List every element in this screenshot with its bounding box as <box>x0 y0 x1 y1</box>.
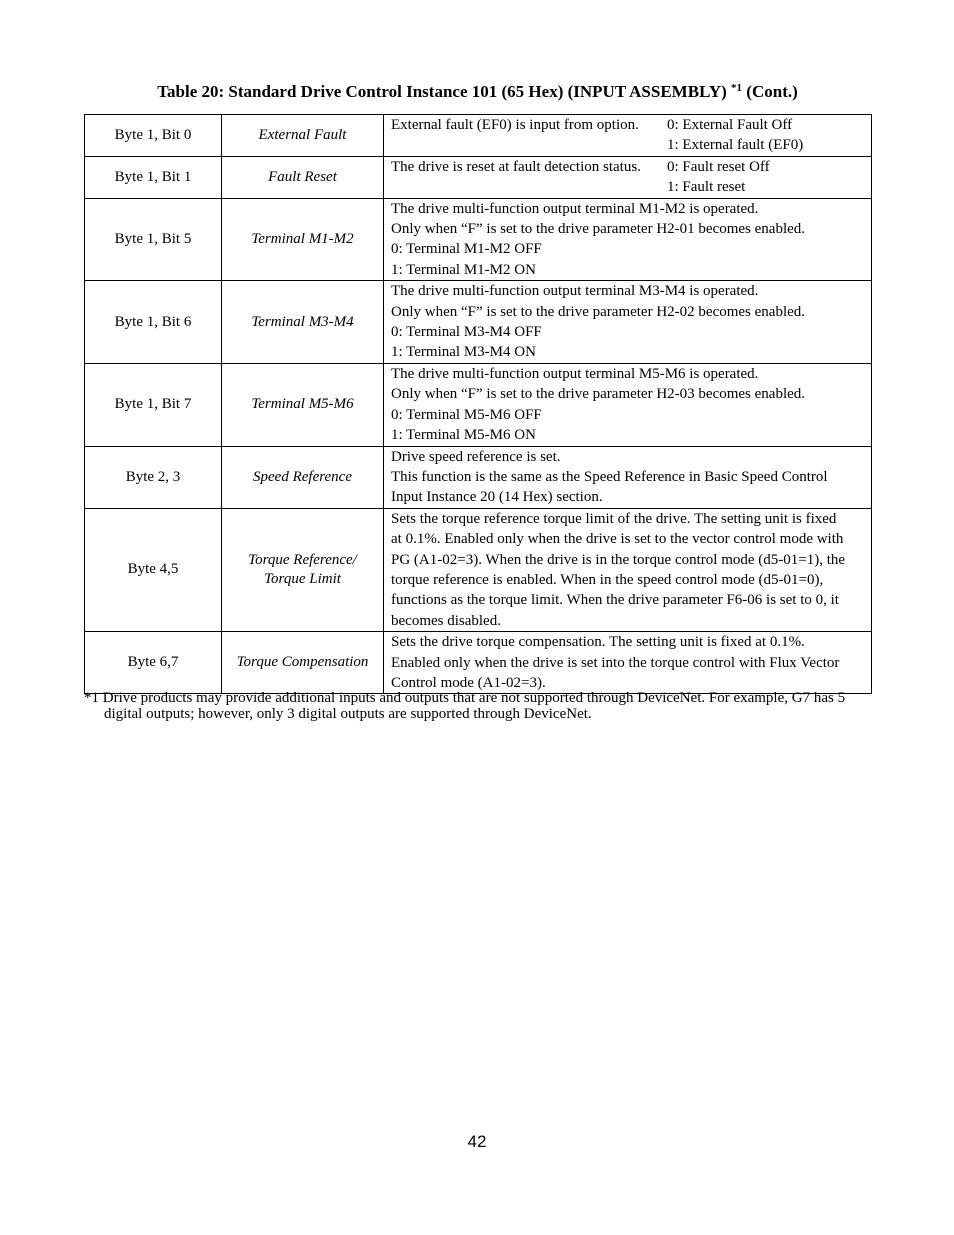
table-title <box>84 81 871 103</box>
function-name-cell: Torque Compensation <box>222 632 384 694</box>
description-text: The drive is reset at fault detection status. <box>391 158 641 175</box>
byte-cell: Byte 1, Bit 7 <box>85 363 222 446</box>
byte-cell: Byte 1, Bit 0 <box>85 115 222 157</box>
description-line: at 0.1%. Enabled only when the drive is set to the vector control mode with <box>391 531 844 548</box>
description-line: Sets the drive torque compensation. The setting unit is fixed at 0.1%. <box>391 634 805 651</box>
description-cell <box>384 156 872 198</box>
table-row <box>85 446 872 508</box>
description-line: Drive speed reference is set. <box>391 448 561 465</box>
description-line: Only when “F” is set to the drive parameter H2-02 becomes enabled. <box>391 303 806 320</box>
description-cell <box>384 446 872 508</box>
description-line: 0: Terminal M5-M6 OFF <box>391 406 542 423</box>
description-line: 1: Terminal M5-M6 ON <box>391 427 536 444</box>
description-cell <box>384 508 872 631</box>
description-line: 1: Terminal M3-M4 ON <box>391 344 536 361</box>
input-assembly-table <box>84 114 872 694</box>
option-1: 1: External fault (EF0) <box>667 137 804 154</box>
description-line: becomes disabled. <box>391 612 501 629</box>
function-name-cell: Fault Reset <box>222 156 384 198</box>
byte-cell: Byte 1, Bit 6 <box>85 281 222 364</box>
description-line: Control mode (A1-02=3). <box>391 674 546 691</box>
description-line: Enabled only when the drive is set into the torque control with Flux Vector <box>391 654 840 671</box>
description-cell <box>384 198 872 281</box>
description-line: 0: Terminal M3-M4 OFF <box>391 324 542 341</box>
description-line: The drive multi-function output terminal M3-M4 is operated. <box>391 283 759 300</box>
footnote-line: digital outputs; however, only 3 digital outputs are supported through DeviceNet. <box>104 706 592 722</box>
description-line: Only when “F” is set to the drive parameter H2-03 becomes enabled. <box>391 386 806 403</box>
option-0: 0: External Fault Off <box>667 117 793 133</box>
byte-cell: Byte 1, Bit 5 <box>85 198 222 281</box>
description-line: torque reference is enabled. When in the speed control mode (d5-01=0), <box>391 571 824 588</box>
table-title-footnote-ref: *1 <box>731 82 743 94</box>
function-name-cell <box>222 508 384 631</box>
option-1: 1: Fault reset <box>667 179 746 196</box>
byte-cell: Byte 1, Bit 1 <box>85 156 222 198</box>
description-line: Sets the torque reference torque limit of the drive. The setting unit is fixed <box>391 510 837 527</box>
description-text: External fault (EF0) is input from option. <box>391 117 639 133</box>
option-0: 0: Fault reset Off <box>667 158 770 175</box>
function-name-cell: Terminal M3-M4 <box>222 281 384 364</box>
function-name-line: Torque Limit <box>264 570 341 587</box>
footnote <box>84 690 874 722</box>
table-row <box>85 281 872 364</box>
description-line: Input Instance 20 (14 Hex) section. <box>391 489 603 506</box>
byte-cell: Byte 4,5 <box>85 508 222 631</box>
table-row <box>85 115 872 157</box>
description-cell <box>384 363 872 446</box>
byte-cell: Byte 2, 3 <box>85 446 222 508</box>
footnote-line: *1 Drive products may provide additional inputs and outputs that are not supported through DeviceNet. For example, G7 has 5 <box>84 690 846 706</box>
description-line: functions as the torque limit. When the drive parameter F6-06 is set to 0, it <box>391 592 839 609</box>
table-row <box>85 632 872 694</box>
page-number: 42 <box>467 1132 487 1151</box>
table-title-main: Table 20: Standard Drive Control Instance 101 (65 Hex) (INPUT ASSEMBLY) <box>157 82 732 101</box>
description-line: Only when “F” is set to the drive parameter H2-01 becomes enabled. <box>391 221 806 238</box>
description-line: PG (A1-02=3). When the drive is in the torque control mode (d5-01=1), the <box>391 551 846 568</box>
description-cell <box>384 115 872 157</box>
description-line: The drive multi-function output terminal M1-M2 is operated. <box>391 200 759 217</box>
table-row <box>85 508 872 631</box>
function-name-cell: Terminal M1-M2 <box>222 198 384 281</box>
table-row <box>85 198 872 281</box>
description-line: 0: Terminal M1-M2 OFF <box>391 241 542 258</box>
byte-cell: Byte 6,7 <box>85 632 222 694</box>
function-name-cell: Speed Reference <box>222 446 384 508</box>
function-name-line: Torque Reference/ <box>248 551 357 568</box>
table-row <box>85 156 872 198</box>
description-cell <box>384 281 872 364</box>
description-line: This function is the same as the Speed Reference in Basic Speed Control <box>391 468 828 485</box>
function-name-cell: External Fault <box>222 115 384 157</box>
description-line: The drive multi-function output terminal M5-M6 is operated. <box>391 365 759 382</box>
description-line: 1: Terminal M1-M2 ON <box>391 261 536 278</box>
table-title-suffix: (Cont.) <box>742 82 798 101</box>
table-row <box>85 363 872 446</box>
function-name-cell: Terminal M5-M6 <box>222 363 384 446</box>
description-cell <box>384 632 872 694</box>
